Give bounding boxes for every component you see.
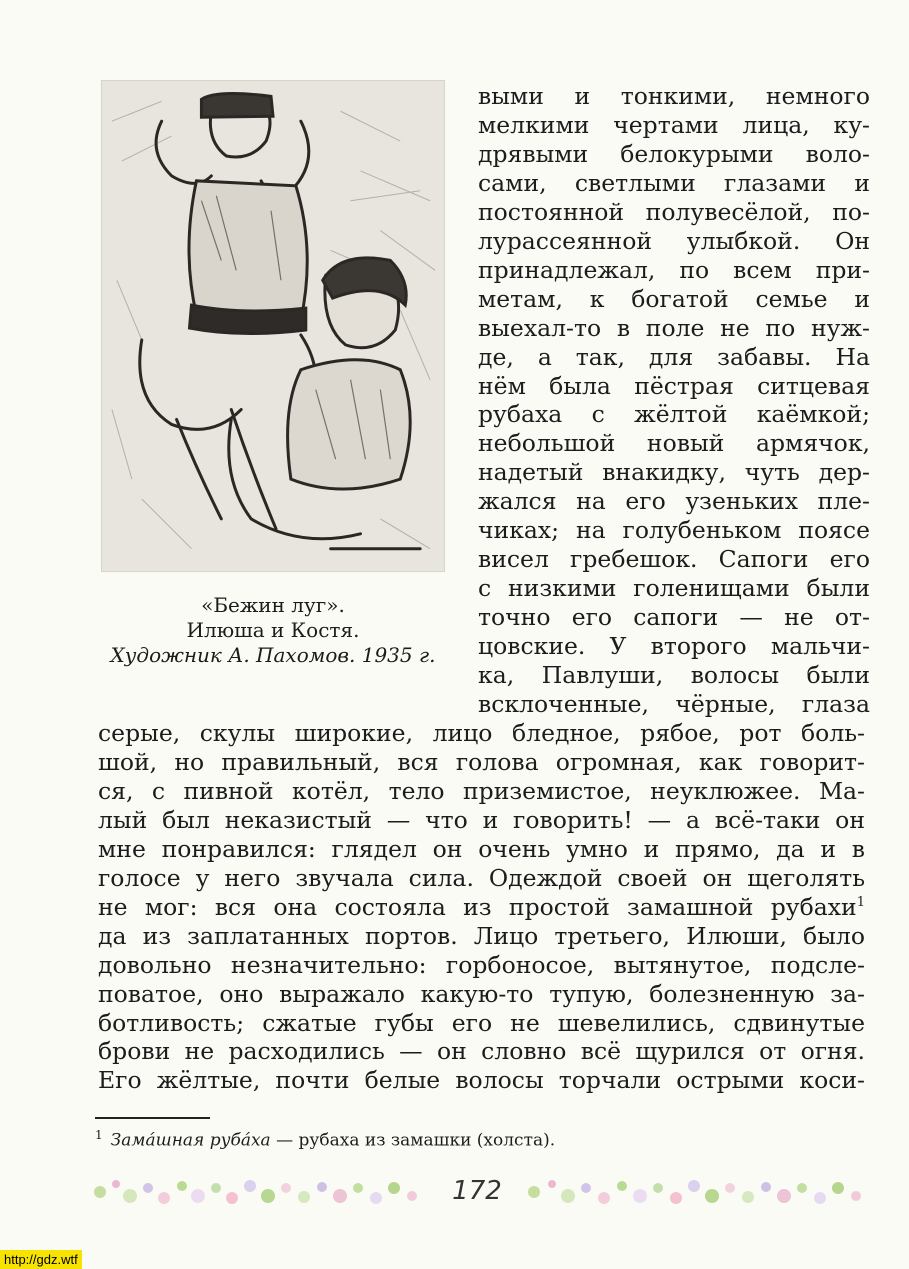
text-line: брови не расходились — он словно всё щурился от огня. <box>98 1037 865 1066</box>
text-line: дрявыми белокурыми воло- <box>478 139 870 168</box>
footnote-text: — рубаха из замашки (холста). <box>270 1130 556 1151</box>
text-line: чиках; на голубеньком поясе <box>478 516 870 545</box>
text-line: лый был неказистый — что и говорить! — а всё-таки он <box>98 805 865 834</box>
footnote-divider <box>95 1117 210 1119</box>
footnote-marker: 1 <box>856 894 865 910</box>
page-number: 172 <box>452 1176 502 1206</box>
footnote-number: 1 <box>95 1128 103 1142</box>
text-line: надетый внакидку, чуть дер- <box>478 458 870 487</box>
caption-title: «Бежин луг». <box>201 593 345 617</box>
footnote <box>95 1124 855 1152</box>
watermark-link[interactable]: http://gdz.wtf <box>0 1250 82 1269</box>
text-line: висел гребешок. Сапоги его <box>478 545 870 574</box>
text-line: не мог: вся она состояла из простой замашной рубахи <box>98 892 857 921</box>
text-line: сами, светлыми глазами и <box>478 168 870 197</box>
text-line: нём была пёстрая ситцевая <box>478 371 870 400</box>
text-line-with-footnote <box>98 893 865 922</box>
text-line: довольно незначительно: горбоносое, вытянутое, подсле- <box>98 950 865 979</box>
text-line: всклоченные, чёрные, глаза <box>478 690 870 719</box>
text-line: лурассеянной улыбкой. Он <box>478 226 870 255</box>
text-line: метам, к богатой семье и <box>478 284 870 313</box>
column-paragraph <box>478 82 870 719</box>
text-line: шой, но правильный, вся голова огромная, как говорит- <box>98 747 865 776</box>
text-line: жался на его узеньких пле- <box>478 487 870 516</box>
text-line: серые, скулы широкие, лицо бледное, рябое, рот боль- <box>98 719 865 747</box>
text-line: выехал-то в поле не по нуж- <box>478 313 870 342</box>
text-line: да из заплатанных портов. Лицо третьего, Илюши, было <box>98 921 865 950</box>
text-line: ся, с пивной котёл, тело приземистое, неуклюжее. Ма- <box>98 776 865 805</box>
text-line: небольшой новый армячок, <box>478 429 870 458</box>
text-line: точно его сапоги — не от- <box>478 603 870 632</box>
text-line: принадлежал, по всем при- <box>478 255 870 284</box>
text-line: ботливость; сжатые губы его не шевелились, сдвинутые <box>98 1008 865 1037</box>
illustration-two-boys-icon <box>102 81 444 571</box>
wide-paragraph <box>98 719 865 1095</box>
text-line: рубаха с жёлтой каёмкой; <box>478 400 870 429</box>
caption-artist: Художник А. Пахомов. 1935 г. <box>110 643 436 667</box>
footnote-term: Зама́шная руба́ха <box>110 1130 271 1151</box>
text-line: ка, Павлуши, волосы были <box>478 661 870 690</box>
illustration <box>101 80 445 572</box>
text-line: Его жёлтые, почти белые волосы торчали острыми коси- <box>98 1066 865 1095</box>
caption-subtitle: Илюша и Костя. <box>186 618 360 642</box>
text-line: голосе у него звучала сила. Одеждой своей он щеголять <box>98 863 865 892</box>
text-line: с низкими голенищами были <box>478 574 870 603</box>
text-line: цовские. У второго мальчи- <box>478 632 870 661</box>
text-line: постоянной полувесёлой, по- <box>478 197 870 226</box>
text-line: де, а так, для забавы. На <box>478 342 870 371</box>
text-line: мелкими чертами лица, ку- <box>478 110 870 139</box>
text-line: мне понравился: глядел он очень умно и прямо, да и в <box>98 834 865 863</box>
text-line: выми и тонкими, немного <box>478 82 870 110</box>
illustration-caption <box>92 593 454 668</box>
text-line: поватое, оно выражало какую-то тупую, болезненную за- <box>98 979 865 1008</box>
